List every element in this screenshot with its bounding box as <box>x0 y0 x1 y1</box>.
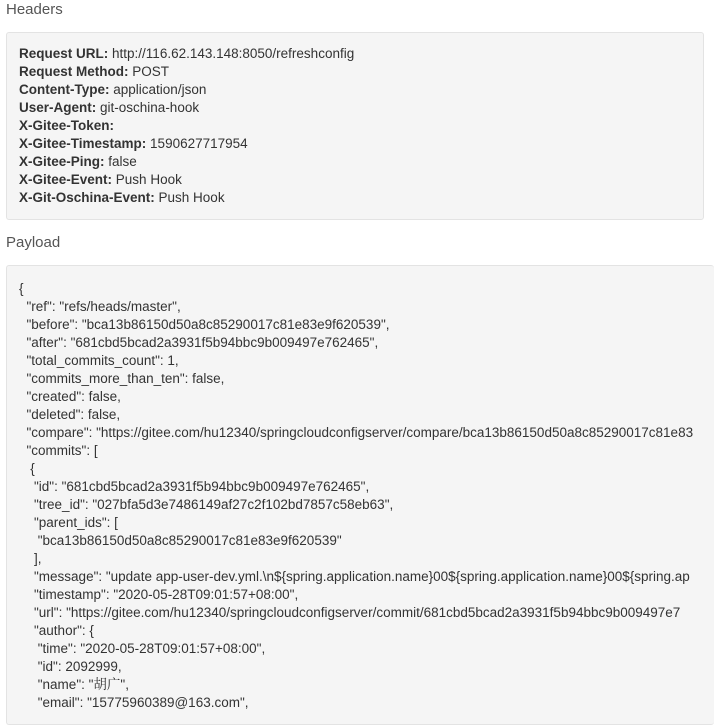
payload-line: "created": false, <box>19 389 121 404</box>
payload-line: "deleted": false, <box>19 407 121 422</box>
payload-line: "after": "681cbd5bcad2a3931f5b94bbc9b009497e762465", <box>19 335 379 350</box>
header-line-gitee-event <box>19 171 703 189</box>
header-line-request-url <box>19 45 703 63</box>
payload-line: "commits_more_than_ten": false, <box>19 371 225 386</box>
header-value: POST <box>132 64 170 79</box>
header-line-user-agent <box>19 99 703 117</box>
header-value: false <box>108 154 137 169</box>
payload-line: "id": 2092999, <box>19 659 122 674</box>
headers-panel <box>6 32 704 220</box>
header-line-gitee-token <box>19 117 703 135</box>
payload-panel[interactable] <box>6 265 714 725</box>
payload-line: "bca13b86150d50a8c85290017c81e83e9f620539" <box>19 533 342 548</box>
header-key: Request URL: <box>19 46 109 61</box>
header-key: X-Gitee-Event: <box>19 172 113 187</box>
payload-line: "email": "15775960389@163.com", <box>19 695 249 710</box>
header-key: X-Gitee-Ping: <box>19 154 105 169</box>
payload-line: "total_commits_count": 1, <box>19 353 179 368</box>
payload-line: "tree_id": "027bfa5d3e7486149af27c2f102bd7857c58eb63", <box>19 497 394 512</box>
header-key: X-Gitee-Token: <box>19 118 115 133</box>
payload-line: "author": { <box>19 623 94 638</box>
payload-line: ], <box>19 551 42 566</box>
header-line-request-method <box>19 63 703 81</box>
payload-line: "parent_ids": [ <box>19 515 118 530</box>
header-value: git-oschina-hook <box>100 100 200 115</box>
payload-line: "compare": "https://gitee.com/hu12340/springcloudconfigserver/compare/bca13b86150d50a8c85290017c81e83 <box>19 425 694 440</box>
header-line-gitee-ping <box>19 153 703 171</box>
header-key: X-Gitee-Timestamp: <box>19 136 147 151</box>
payload-line: "name": "胡广", <box>19 677 129 692</box>
headers-section-title: Headers <box>6 1 63 18</box>
payload-section-title: Payload <box>6 234 61 251</box>
payload-line: "id": "681cbd5bcad2a3931f5b94bbc9b009497e762465", <box>19 479 370 494</box>
header-key: Request Method: <box>19 64 129 79</box>
header-key: User-Agent: <box>19 100 97 115</box>
header-value: Push Hook <box>115 172 182 187</box>
header-key: Content-Type: <box>19 82 110 97</box>
header-key: X-Git-Oschina-Event: <box>19 190 155 205</box>
payload-line: "time": "2020-05-28T09:01:57+08:00", <box>19 641 266 656</box>
header-line-oschina-event <box>19 189 703 207</box>
header-line-gitee-timestamp <box>19 135 703 153</box>
header-value: Push Hook <box>158 190 225 205</box>
payload-line: "timestamp": "2020-05-28T09:01:57+08:00", <box>19 587 299 602</box>
payload-line: "commits": [ <box>19 443 98 458</box>
payload-line: "message": "update app-user-dev.yml.\n${spring.application.name}00${spring.application.name}00${spring.ap <box>19 569 690 584</box>
payload-line: "ref": "refs/heads/master", <box>19 299 181 314</box>
header-line-content-type <box>19 81 703 99</box>
payload-line: "before": "bca13b86150d50a8c85290017c81e83e9f620539", <box>19 317 390 332</box>
payload-line: { <box>19 461 35 476</box>
payload-line: "url": "https://gitee.com/hu12340/springcloudconfigserver/commit/681cbd5bcad2a3931f5b94bbc9b009497e7 <box>19 605 681 620</box>
header-value: 1590627717954 <box>150 136 248 151</box>
payload-line: { <box>19 281 24 296</box>
header-value: application/json <box>113 82 207 97</box>
header-value[interactable]: http://116.62.143.148:8050/refreshconfig <box>112 46 355 61</box>
